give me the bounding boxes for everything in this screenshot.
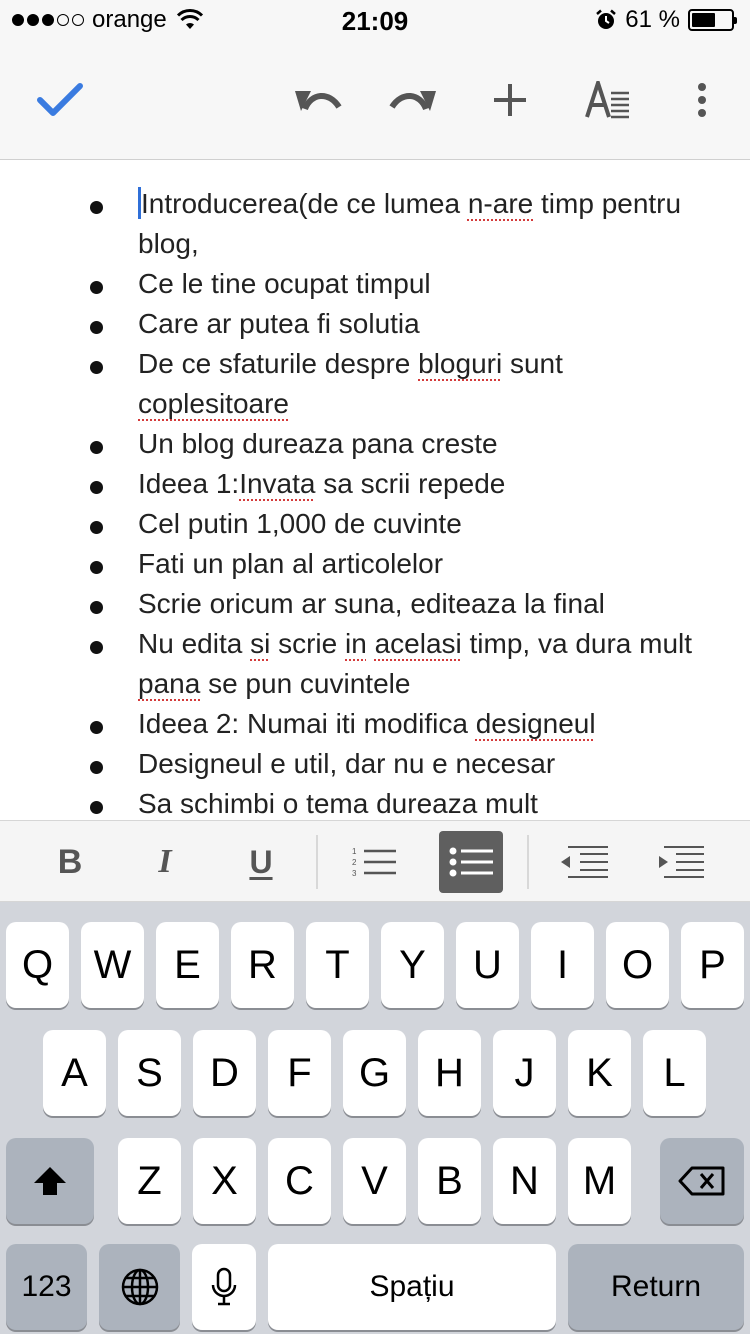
list-item-text: Fati un plan al articolelor	[138, 548, 444, 579]
more-vertical-icon[interactable]	[672, 70, 732, 130]
key-o[interactable]: O	[606, 922, 669, 1008]
list-item[interactable]	[0, 264, 750, 304]
key-y[interactable]: Y	[381, 922, 444, 1008]
key-k[interactable]: K	[568, 1030, 631, 1116]
key-h[interactable]: H	[418, 1030, 481, 1116]
return-key[interactable]: Return	[568, 1244, 744, 1330]
list-item[interactable]	[0, 424, 750, 464]
list-item-text	[367, 628, 375, 659]
undo-icon[interactable]	[288, 70, 348, 130]
list-item-text: Un blog dureaza pana creste	[138, 428, 498, 459]
list-item-text: Ideea 2: Numai iti modifica	[138, 708, 476, 739]
bullet-icon	[90, 761, 103, 774]
key-a[interactable]: A	[43, 1030, 106, 1116]
status-right	[595, 6, 734, 34]
carrier-name: orange	[92, 6, 167, 33]
key-v[interactable]: V	[343, 1138, 406, 1224]
list-item[interactable]	[0, 704, 750, 744]
list-item-text: Ideea 1:	[138, 468, 240, 499]
bullet-icon	[90, 641, 103, 654]
svg-text:1: 1	[352, 847, 357, 856]
alarm-icon	[595, 9, 617, 31]
list-item-text: scrie	[270, 628, 345, 659]
decrease-indent-icon[interactable]	[552, 831, 616, 893]
underline-button[interactable]: U	[249, 843, 273, 880]
key-f[interactable]: F	[268, 1030, 331, 1116]
key-e[interactable]: E	[156, 922, 219, 1008]
list-item-text: sunt	[502, 348, 563, 379]
key-j[interactable]: J	[493, 1030, 556, 1116]
microphone-icon	[211, 1267, 237, 1307]
shift-icon	[32, 1165, 68, 1197]
key-c[interactable]: C	[268, 1138, 331, 1224]
list-item[interactable]	[0, 344, 750, 424]
bullet-icon	[90, 521, 103, 534]
key-u[interactable]: U	[456, 922, 519, 1008]
list-item-text: se pun cuvintele	[200, 668, 411, 699]
checkmark-icon[interactable]	[30, 70, 90, 130]
misspelled-word: acelasi	[374, 628, 462, 659]
svg-text:3: 3	[352, 869, 357, 878]
divider	[316, 835, 318, 889]
bullet-icon	[90, 321, 103, 334]
misspelled-word: in	[345, 628, 367, 659]
status-bar	[0, 0, 750, 40]
bold-button[interactable]: B	[57, 842, 83, 881]
list-item-text: Designeul e util, dar nu e necesar	[138, 748, 556, 779]
editor-toolbar	[0, 40, 750, 160]
redo-icon[interactable]	[383, 70, 443, 130]
numbers-key[interactable]: 123	[6, 1244, 87, 1330]
bullet-icon	[90, 561, 103, 574]
bullet-icon	[90, 721, 103, 734]
list-item-text: Sa schimbi o tema dureaza mult	[138, 788, 538, 819]
key-r[interactable]: R	[231, 922, 294, 1008]
misspelled-word: si	[250, 628, 271, 659]
shift-key[interactable]	[6, 1138, 94, 1224]
italic-button[interactable]: I	[158, 843, 172, 880]
backspace-icon	[678, 1165, 726, 1197]
list-item[interactable]	[0, 504, 750, 544]
key-p[interactable]: P	[681, 922, 744, 1008]
clock: 21:09	[341, 6, 409, 36]
numbered-list-icon[interactable]	[342, 831, 406, 893]
key-x[interactable]: X	[193, 1138, 256, 1224]
globe-icon	[120, 1267, 160, 1307]
misspelled-word: designeul	[475, 708, 596, 739]
key-s[interactable]: S	[118, 1030, 181, 1116]
misspelled-word: pana	[138, 668, 201, 699]
misspelled-word: bloguri	[418, 348, 503, 379]
svg-text:2: 2	[352, 858, 357, 867]
key-b[interactable]: B	[418, 1138, 481, 1224]
key-l[interactable]: L	[643, 1030, 706, 1116]
list-item-text: Cel putin 1,000 de cuvinte	[138, 508, 462, 539]
bullet-icon	[90, 361, 103, 374]
list-item-text: De ce sfaturile despre	[138, 348, 419, 379]
divider	[527, 835, 529, 889]
list-item-text: sa scrii repede	[315, 468, 506, 499]
key-d[interactable]: D	[193, 1030, 256, 1116]
text-format-icon[interactable]	[578, 70, 638, 130]
battery-icon	[688, 9, 734, 31]
list-item-text: timp pentru blog,	[138, 188, 682, 259]
misspelled-word: coplesitoare	[138, 388, 289, 419]
list-item[interactable]	[0, 464, 750, 504]
key-n[interactable]: N	[493, 1138, 556, 1224]
list-item[interactable]	[0, 304, 750, 344]
bullet-icon	[90, 441, 103, 454]
key-z[interactable]: Z	[118, 1138, 181, 1224]
list-item[interactable]	[0, 544, 750, 584]
bulleted-list-icon[interactable]	[439, 831, 503, 893]
misspelled-word: Invata	[239, 468, 316, 499]
list-item-text: Care ar putea fi solutia	[138, 308, 420, 339]
globe-key[interactable]	[99, 1244, 180, 1330]
key-i[interactable]: I	[531, 922, 594, 1008]
list-item-text: Scrie oricum ar suna, editeaza la final	[138, 588, 605, 619]
increase-indent-icon[interactable]	[648, 831, 712, 893]
key-t[interactable]: T	[306, 922, 369, 1008]
bullet-icon	[90, 601, 103, 614]
key-g[interactable]: G	[343, 1030, 406, 1116]
list-item-text: Ce le tine ocupat timpul	[138, 268, 431, 299]
bulleted-list	[0, 184, 750, 820]
bullet-icon	[90, 201, 103, 214]
battery-percent: 61 %	[625, 6, 680, 33]
bullet-icon	[90, 481, 103, 494]
misspelled-word: n-are	[467, 188, 534, 219]
key-q[interactable]: Q	[6, 922, 69, 1008]
space-key[interactable]: Spațiu	[268, 1244, 556, 1330]
list-item[interactable]	[0, 624, 750, 704]
dictation-key[interactable]	[192, 1244, 256, 1330]
bullet-icon	[90, 801, 103, 814]
format-bar	[0, 820, 750, 902]
list-item[interactable]	[0, 744, 750, 784]
bullet-icon	[90, 281, 103, 294]
delete-key[interactable]	[660, 1138, 744, 1224]
key-w[interactable]: W	[81, 922, 144, 1008]
list-item[interactable]	[0, 584, 750, 624]
document-body[interactable]	[0, 160, 750, 820]
list-item-text: Introducerea(de ce lumea	[141, 188, 468, 219]
list-item[interactable]	[0, 184, 750, 264]
key-m[interactable]: M	[568, 1138, 631, 1224]
list-item-text: Nu edita	[138, 628, 251, 659]
keyboard	[0, 902, 750, 1334]
list-item[interactable]	[0, 784, 750, 820]
plus-icon[interactable]	[480, 70, 540, 130]
list-item-text: timp, va dura mult	[461, 628, 693, 659]
